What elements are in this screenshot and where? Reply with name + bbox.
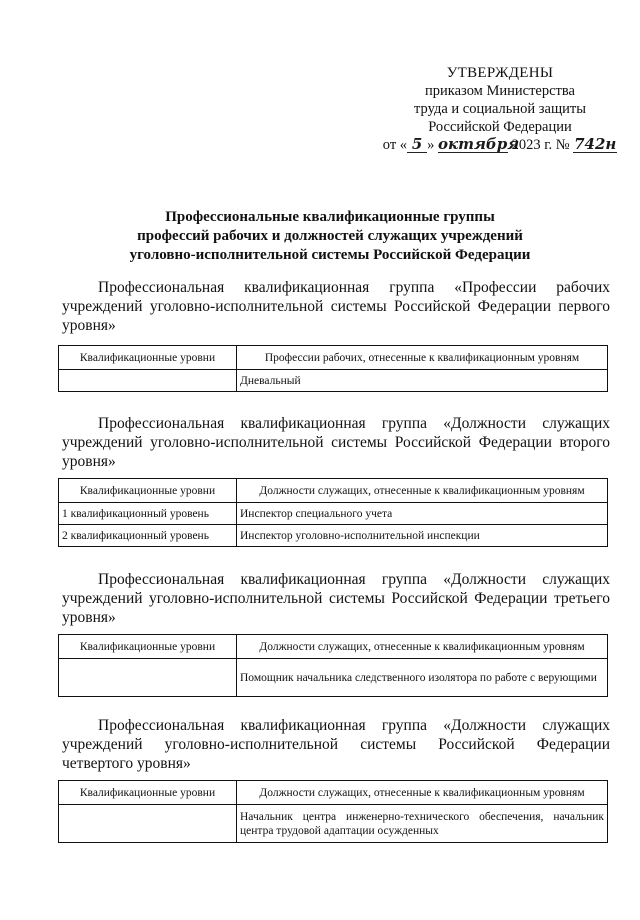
order-year: 2023 г. № — [511, 137, 570, 153]
table-header-row — [59, 635, 608, 659]
order-day: 5 — [407, 136, 427, 153]
order-quote-close: » — [427, 137, 435, 153]
group-1-text: Профессиональная квалификационная группа «Профессии рабочих учреждений уголовно-исполнительной системы Российской Федерации первого уровня» — [62, 279, 610, 334]
order-month: октября — [437, 135, 520, 153]
table-header-row — [59, 479, 608, 503]
table-row — [59, 503, 608, 525]
table-row — [59, 370, 608, 392]
positions-cell: Начальник центра инженерно-технического обеспечения, начальник центра трудовой адаптации осужденных — [237, 805, 608, 843]
positions-cell: Дневальный — [237, 370, 608, 392]
approval-block — [380, 64, 620, 154]
title-line-1: Профессиональные квалификационные группы — [165, 209, 495, 225]
header-levels: Квалификационные уровни — [59, 635, 237, 659]
approval-line-1: приказом Министерства — [425, 83, 575, 99]
positions-cell: Помощник начальника следственного изолятора по работе с верующими — [237, 659, 608, 697]
header-positions: Должности служащих, отнесенные к квалификационным уровням — [237, 635, 608, 659]
group-1-heading — [62, 278, 610, 335]
order-from-label: от « — [382, 137, 408, 153]
level-cell: 1 квалификационный уровень — [59, 503, 237, 525]
group-2-text: Профессиональная квалификационная группа «Должности служащих учреждений уголовно-исполнительной системы Российской Федерации второго уровня» — [62, 415, 610, 470]
level-cell — [59, 370, 237, 392]
group-3-table — [58, 634, 608, 697]
order-number: 742н — [574, 135, 617, 153]
header-positions: Профессии рабочих, отнесенные к квалификационным уровням — [237, 346, 608, 370]
positions-cell: Инспектор специального учета — [237, 503, 608, 525]
order-date-line — [380, 136, 620, 154]
approval-title: УТВЕРЖДЕНЫ — [446, 65, 554, 81]
document-title — [60, 208, 600, 265]
group-2-heading — [62, 414, 610, 471]
group-1-table — [58, 345, 608, 392]
table-header-row — [59, 346, 608, 370]
header-positions: Должности служащих, отнесенные к квалификационным уровням — [237, 479, 608, 503]
table-row — [59, 525, 608, 547]
level-cell — [59, 659, 237, 697]
table-header-row — [59, 781, 608, 805]
header-levels: Квалификационные уровни — [59, 479, 237, 503]
level-cell: 2 квалификационный уровень — [59, 525, 237, 547]
positions-cell: Инспектор уголовно-исполнительной инспекции — [237, 525, 608, 547]
group-4-text: Профессиональная квалификационная группа «Должности служащих учреждений уголовно-исполнительной системы Российской Федерации четвертого уровня» — [62, 717, 610, 772]
group-3-text: Профессиональная квалификационная группа «Должности служащих учреждений уголовно-исполнительной системы Российской Федерации третьего уровня» — [62, 571, 610, 626]
group-4-heading — [62, 716, 610, 773]
title-line-2: профессий рабочих и должностей служащих учреждений — [137, 228, 523, 244]
header-positions: Должности служащих, отнесенные к квалификационным уровням — [237, 781, 608, 805]
level-cell — [59, 805, 237, 843]
approval-line-3: Российской Федерации — [428, 119, 572, 135]
group-4-table — [58, 780, 608, 843]
group-2-table — [58, 478, 608, 547]
table-row — [59, 805, 608, 843]
header-levels: Квалификационные уровни — [59, 346, 237, 370]
header-levels: Квалификационные уровни — [59, 781, 237, 805]
approval-line-2: труда и социальной защиты — [414, 101, 586, 117]
table-row — [59, 659, 608, 697]
title-line-3: уголовно-исполнительной системы Российской Федерации — [129, 247, 531, 263]
group-3-heading — [62, 570, 610, 627]
